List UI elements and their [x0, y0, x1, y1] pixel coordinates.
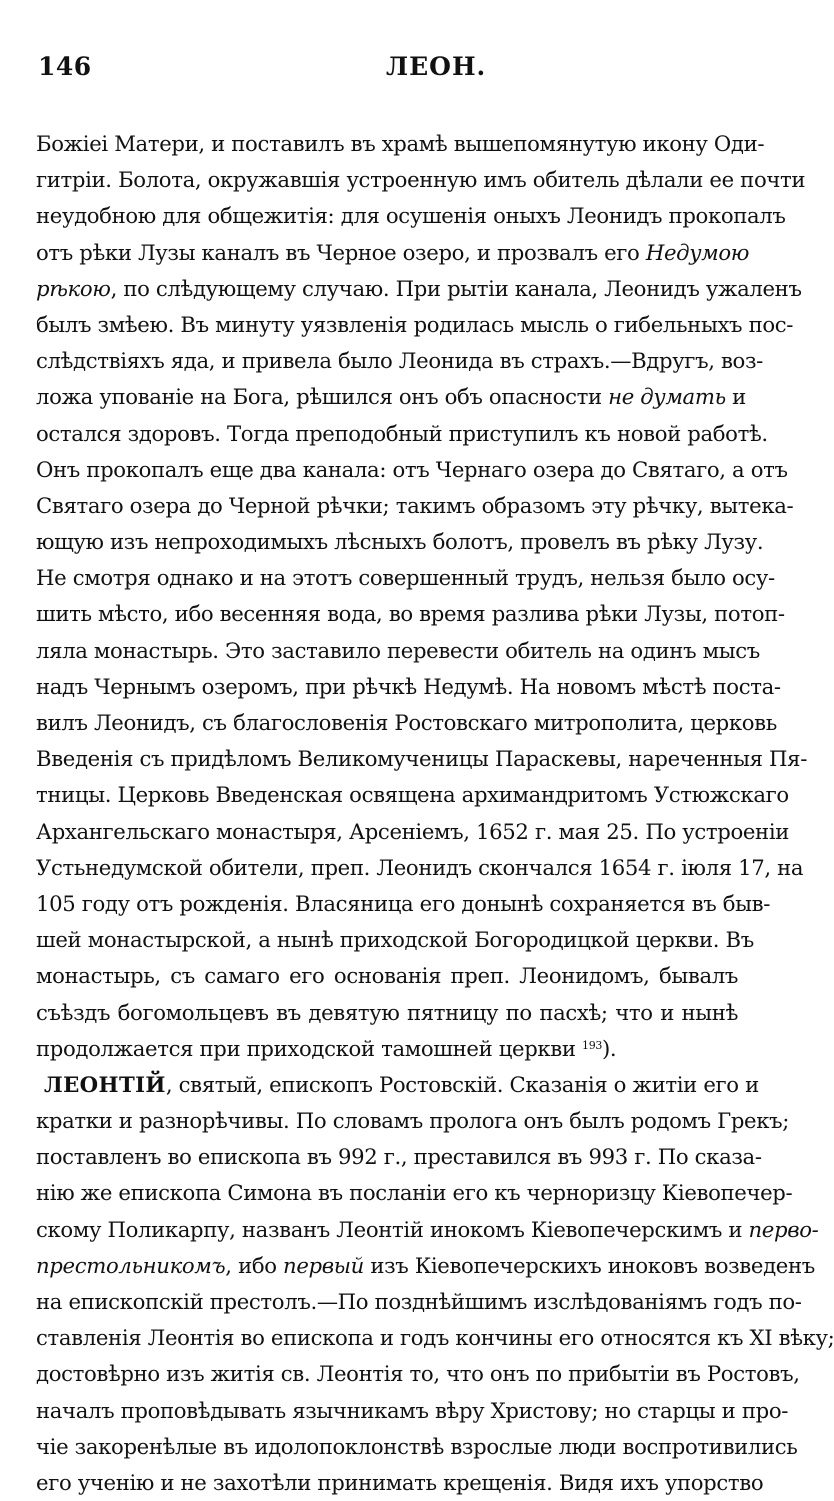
italic-term: престольникомъ	[36, 1252, 226, 1278]
page-number: 146	[38, 52, 92, 81]
text-segment: скому Поликарпу, названъ Леонтій инокомъ Кіевопечерскимъ и	[36, 1216, 749, 1242]
footnote-marker[interactable]: 193	[582, 1038, 602, 1052]
text-line: Устьнедумской обители, преп. Леонидъ скончался 1654 г. іюля 17, на	[36, 854, 804, 880]
text-line: ляла монастырь. Это заставило перевести обитель на одинъ мысъ	[36, 637, 760, 663]
text-line: слѣдствіяхъ яда, и привела было Леонида въ страхъ.—Вдругъ, воз-	[36, 348, 763, 374]
text-line: Архангельскаго монастыря, Арсеніемъ, 1652 г. мая 25. По устроеніи	[36, 818, 790, 844]
running-title: ЛЕОН.	[386, 52, 487, 81]
text-line: монастырь, съ самаго его основанія преп. Леонидомъ, бывалъ	[36, 963, 738, 989]
text-line: чіе закоренѣлые въ идолопоклонствѣ взрослые люди воспротивились	[36, 1433, 798, 1459]
text-line: тницы. Церковь Введенская освящена архимандритомъ Устюжскаго	[36, 782, 789, 808]
text-line: остался здоровъ. Тогда преподобный приступилъ къ новой работѣ.	[36, 420, 768, 446]
text-line	[36, 1248, 815, 1284]
text-segment: ).	[602, 1035, 617, 1061]
text-segment: ложа упованіе на Бога, рѣшился онъ объ опасности	[36, 384, 609, 410]
text-line: вилъ Леонидъ, съ благословенія Ростовскаго митрополита, церковь	[36, 710, 777, 735]
text-line: надъ Чернымъ озеромъ, при рѣчкѣ Недумѣ. На новомъ мѣстѣ поста-	[36, 673, 781, 699]
running-head	[36, 52, 738, 92]
text-line: его ученію и не захотѣли принимать крещенія. Видя ихъ упорство	[36, 1469, 764, 1495]
italic-term: первый	[283, 1252, 364, 1278]
text-line: Божіеі Матери, и поставилъ въ храмѣ вышепомянутую икону Оди-	[36, 131, 765, 156]
text-line: былъ змѣею. Въ минуту уязвленія родилась мысль о гибельныхъ пос-	[36, 311, 794, 337]
entry-line	[36, 1067, 759, 1103]
text-line: ющую изъ непроходимыхъ лѣсныхъ болотъ, провелъ въ рѣку Лузу.	[36, 529, 764, 555]
text-line: 105 году отъ рожденія. Власяница его донынѣ сохраняется въ быв-	[36, 890, 771, 916]
entry-headword: ЛЕОНТІЙ	[44, 1071, 166, 1097]
text-line: съѣздъ богомольцевъ въ девятую пятницу по пасхѣ; что и нынѣ	[36, 999, 738, 1025]
text-line: ставленія Леонтія во епископа и годъ кончины его относятся къ XI вѣку;	[36, 1325, 834, 1351]
italic-term: перво-	[748, 1216, 819, 1242]
text-line: нію же епископа Симона въ посланіи его къ черноризцу Кіевопечер-	[36, 1180, 793, 1206]
text-line	[36, 1031, 738, 1067]
text-line: Введенія съ придѣломъ Великомученицы Параскевы, нареченныя Пя-	[36, 746, 808, 772]
text-line: на епископскій престолъ.—По позднѣйшимъ изслѣдованіямъ годъ по-	[36, 1289, 802, 1314]
text-line: шить мѣсто, ибо весенняя вода, во время разлива рѣки Лузы, потоп-	[36, 601, 785, 627]
italic-term: рѣкою	[36, 275, 111, 301]
text-segment: , святый, епископъ Ростовскій. Сказанія о житіи его и	[165, 1071, 759, 1097]
italic-term: не думать	[608, 384, 726, 410]
text-segment: продолжается при приходской тамошней церкви	[36, 1035, 576, 1061]
text-line	[36, 1212, 819, 1248]
text-line: достовѣрно изъ житія св. Леонтія то, что онъ по прибытіи въ Ростовъ,	[36, 1361, 800, 1387]
text-line: поставленъ во епископа въ 992 г., преставился въ 993 г. По сказа-	[36, 1144, 762, 1170]
text-segment: и	[725, 384, 746, 410]
text-line: началъ проповѣдывать язычникамъ вѣру Христову; но старцы и про-	[36, 1397, 789, 1423]
text-line: гитріи. Болота, окружавшія устроенную имъ обитель дѣлали ее почти	[36, 167, 806, 193]
text-segment: , ибо	[225, 1252, 284, 1278]
text-line: шей монастырской, а нынѣ приходской Богородицкой церкви. Въ	[36, 927, 754, 953]
text-line: кратки и разнорѣчивы. По словамъ пролога онъ былъ родомъ Грекъ;	[36, 1108, 790, 1134]
italic-term: Недумою	[645, 239, 750, 265]
text-line: Онъ прокопалъ еще два канала: отъ Чернаго озера до Святаго, а отъ	[36, 456, 788, 482]
text-segment: , по слѣдующему случаю. При рытіи канала, Леонидъ ужаленъ	[110, 275, 802, 301]
text-line	[36, 379, 746, 415]
text-line: неудобною для общежитія: для осушенія оныхъ Леонидъ прокопалъ	[36, 203, 786, 229]
text-line	[36, 271, 802, 307]
text-line: Святаго озера до Черной рѣчки; такимъ образомъ эту рѣчку, вытека-	[36, 492, 794, 518]
text-segment: отъ рѣки Лузы каналъ въ Черное озеро, и прозвалъ его	[36, 239, 646, 265]
body-text	[36, 126, 834, 1501]
text-line: Не смотря однако и на этотъ совершенный трудъ, нельзя было осу-	[36, 565, 775, 591]
text-segment: изъ Кіевопечерскихъ иноковъ возведенъ	[363, 1252, 815, 1278]
text-line	[36, 235, 750, 271]
